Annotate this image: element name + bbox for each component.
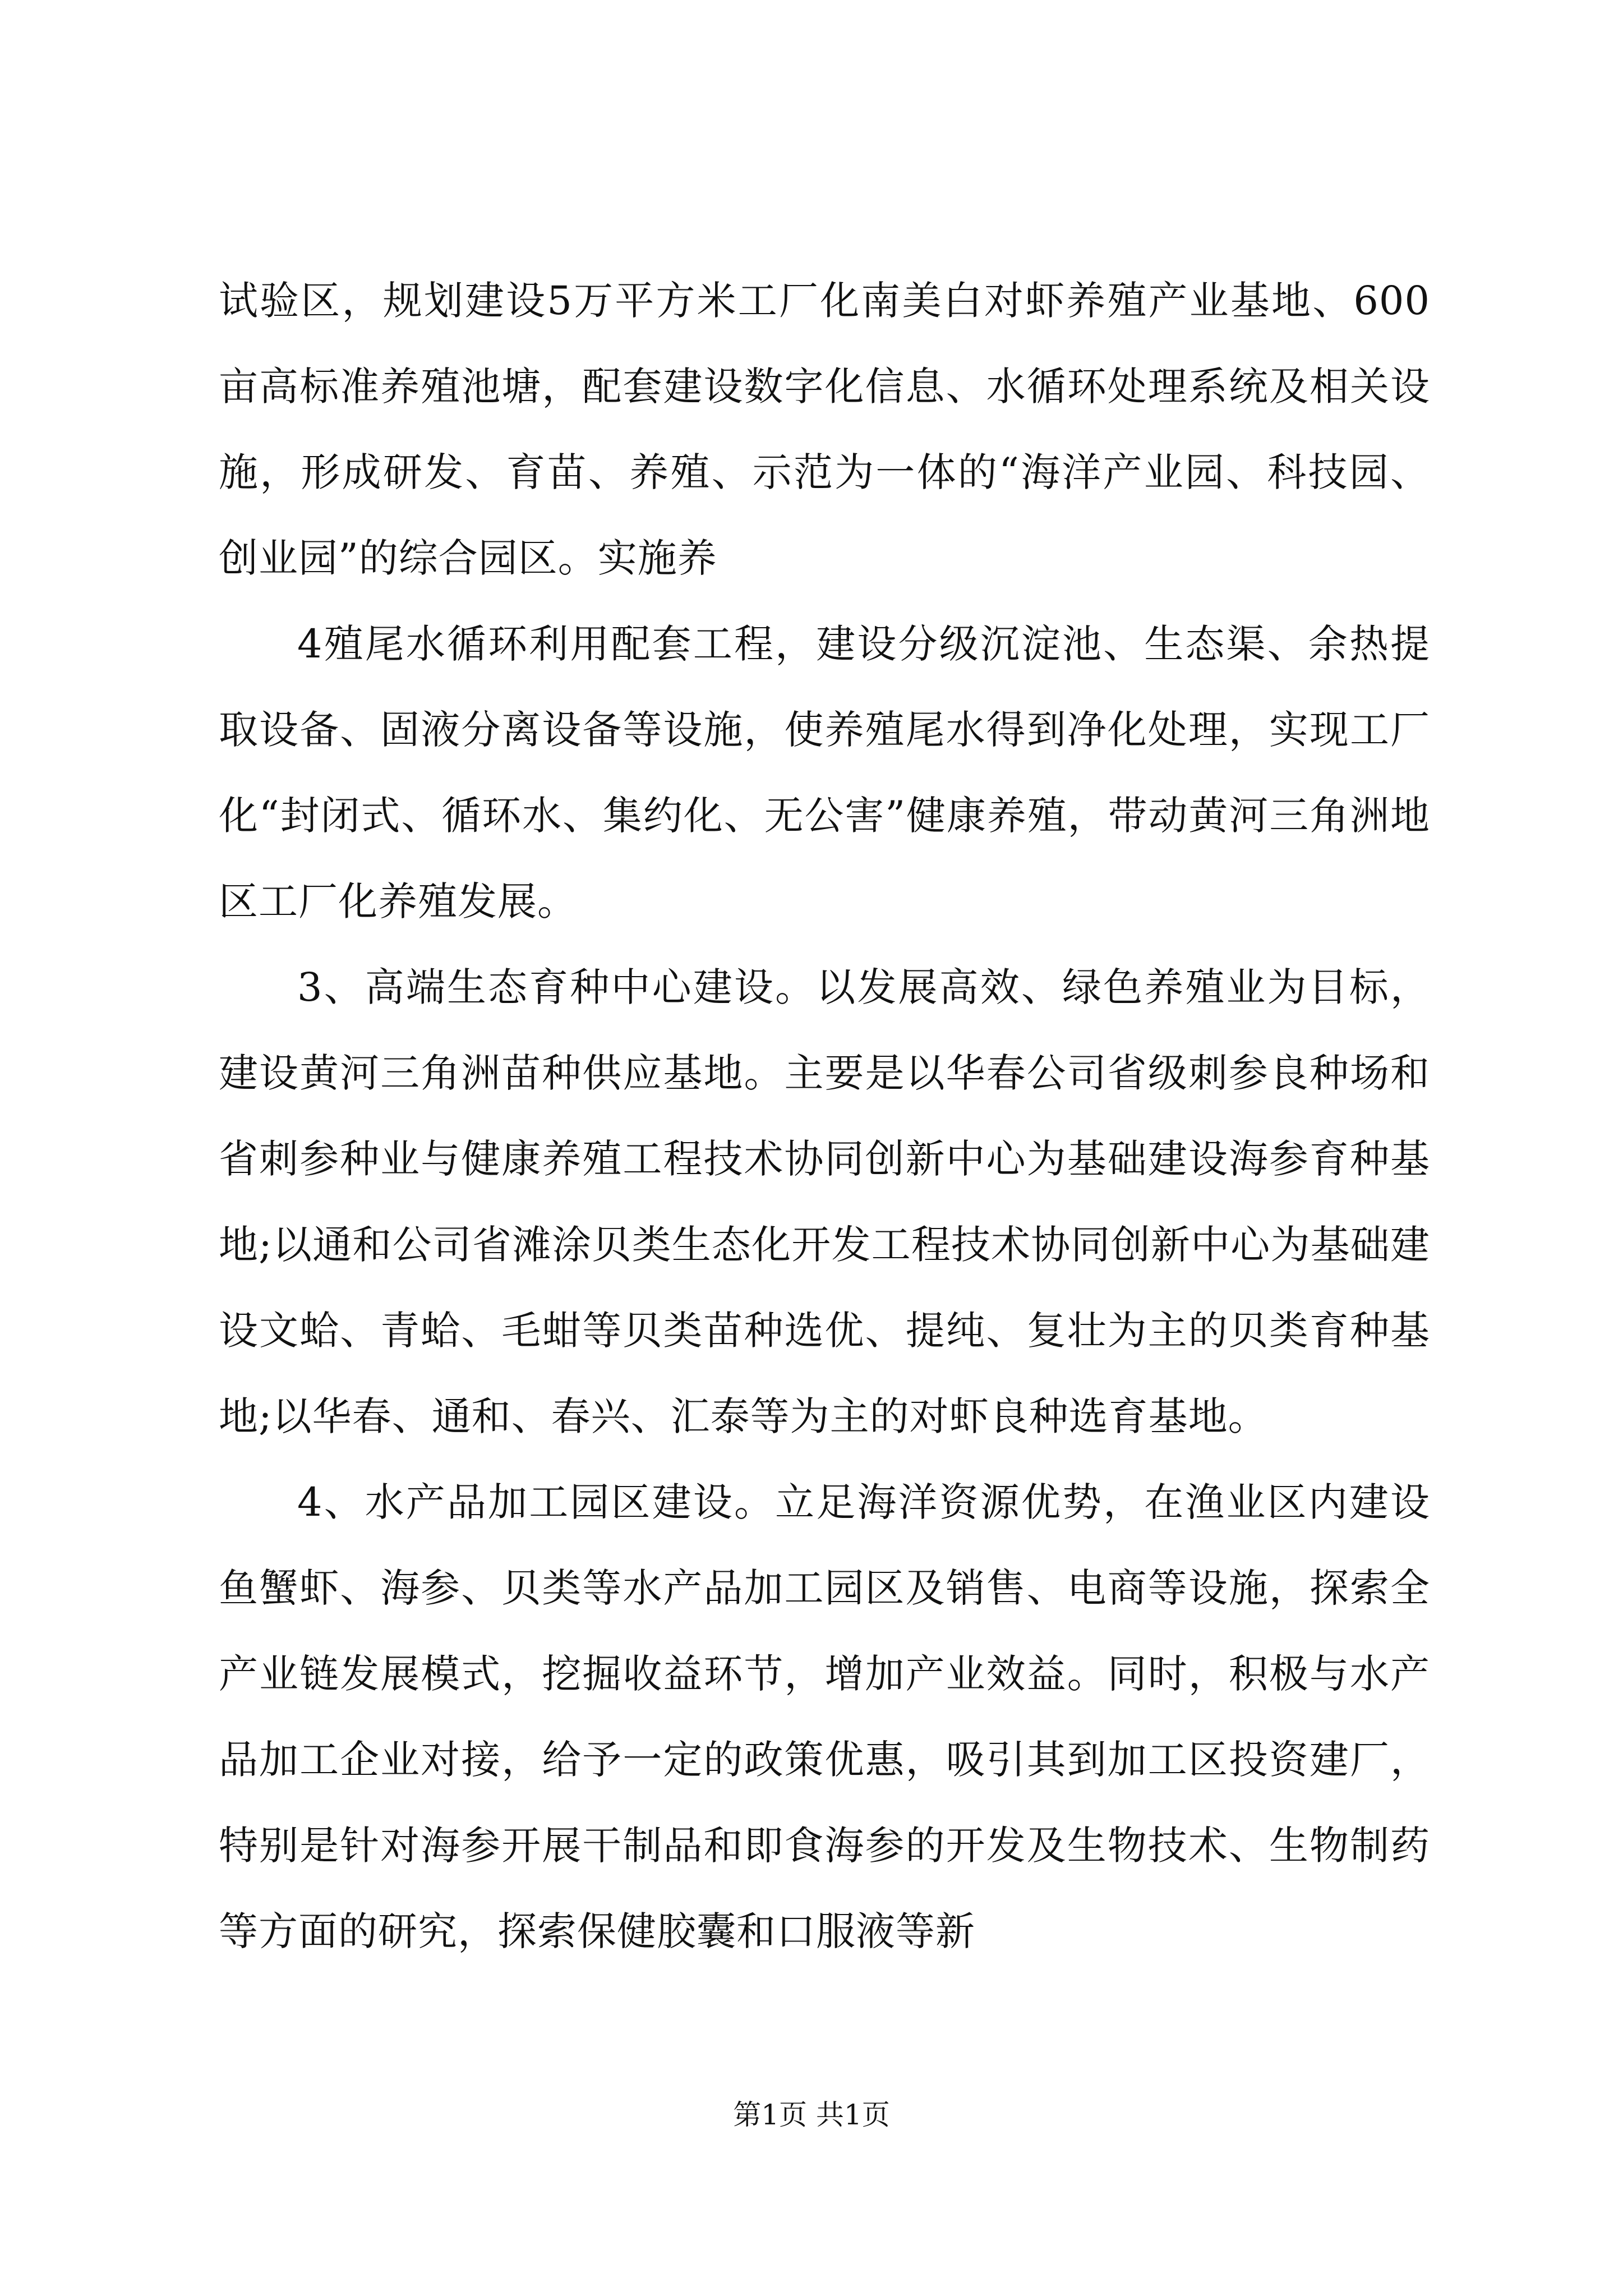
document-body [219, 258, 1430, 1975]
page-footer: 第1页 共1页 [733, 2099, 890, 2131]
paragraph-4: 4、水产品加工园区建设。立足海洋资源优势，在渔业区内建设鱼蟹虾、海参、贝类等水产品加工园区及销售、电商等设施，探索全产业链发展模式，挖掘收益环节，增加产业效益。同时，积极与水产品加工企业对接，给予一定的政策优惠，吸引其到加工区投资建厂，特别是针对海参开展干制品和即食海参的开发及生物技术、生物制药等方面的研究，探索保健胶囊和口服液等新 [219, 1479, 1430, 1954]
paragraph-1: 试验区，规划建设5万平方米工厂化南美白对虾养殖产业基地、600亩高标准养殖池塘，配套建设数字化信息、水循环处理系统及相关设施，形成研发、育苗、养殖、示范为一体的“海洋产业园、科技园、创业园”的综合园区。实施养 [219, 278, 1430, 581]
paragraph-3: 3、高端生态育种中心建设。以发展高效、绿色养殖业为目标，建设黄河三角洲苗种供应基地。主要是以华春公司省级刺参良种场和省刺参种业与健康养殖工程技术协同创新中心为基础建设海参育种基地;以通和公司省滩涂贝类生态化开发工程技术协同创新中心为基础建设文蛤、青蛤、毛蚶等贝类苗种选优、提纯、复壮为主的贝类育种基地;以华春、通和、春兴、汇泰等为主的对虾良种选育基地。 [219, 964, 1430, 1439]
paragraph-2: 4殖尾水循环利用配套工程，建设分级沉淀池、生态渠、余热提取设备、固液分离设备等设施，使养殖尾水得到净化处理，实现工厂化“封闭式、循环水、集约化、无公害”健康养殖，带动黄河三角洲地区工厂化养殖发展。 [219, 621, 1430, 924]
